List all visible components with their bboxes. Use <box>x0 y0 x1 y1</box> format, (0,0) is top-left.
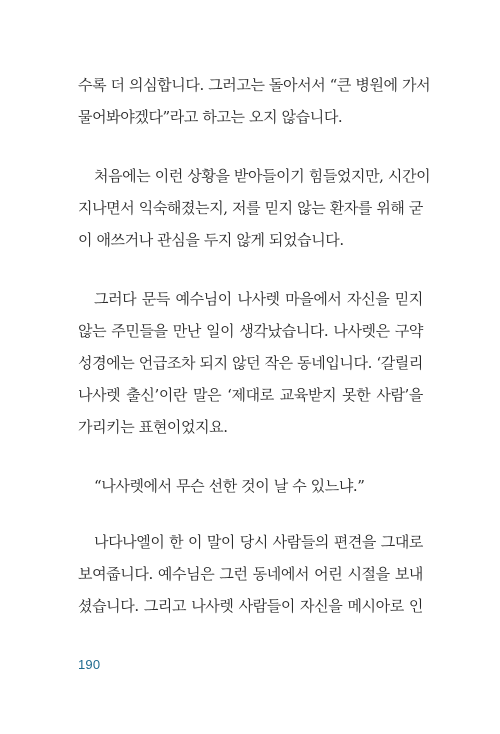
text-line: 지나면서 익숙해졌는지, 저를 믿지 않는 환자를 위해 굳 <box>78 199 423 217</box>
text-line: 셨습니다. 그리고 나사렛 사람들이 자신을 메시아로 인 <box>78 597 423 615</box>
text-line: 성경에는 언급조차 되지 않던 작은 동네입니다. ‘갈릴리 <box>78 354 423 372</box>
text-line: 수록 더 의심합니다. 그러고는 돌아서서 “큰 병원에 가서 <box>78 76 431 94</box>
paragraph-3 <box>78 283 423 443</box>
paragraph-2 <box>78 160 431 256</box>
text-line: 나사렛 출신’이란 말은 ‘제대로 교육받지 못한 사람’을 <box>78 386 423 404</box>
text-line: 물어봐야겠다”라고 하고는 오지 않습니다. <box>78 108 343 126</box>
text-line: 보여줍니다. 예수님은 그런 동네에서 어린 시절을 보내 <box>78 565 423 583</box>
text-line: 않는 주민들을 만난 일이 생각났습니다. 나사렛은 구약 <box>78 322 423 340</box>
paragraph-1 <box>78 69 431 133</box>
quote-paragraph <box>78 470 423 502</box>
text-line: 처음에는 이런 상황을 받아들이기 힘들었지만, 시간이 <box>94 167 431 185</box>
text-line: 그러다 문득 예수님이 나사렛 마을에서 자신을 믿지 <box>94 290 423 308</box>
text-line: 이 애쓰거나 관심을 두지 않게 되었습니다. <box>78 231 344 249</box>
text-line: 나다나엘이 한 이 말이 당시 사람들의 편견을 그대로 <box>94 533 423 551</box>
page-number: 190 <box>78 657 101 672</box>
paragraph-5 <box>78 526 423 622</box>
text-line: 가리키는 표현이었지요. <box>78 418 228 436</box>
quote-line: “나사렛에서 무슨 선한 것이 날 수 있느냐.” <box>94 477 365 495</box>
